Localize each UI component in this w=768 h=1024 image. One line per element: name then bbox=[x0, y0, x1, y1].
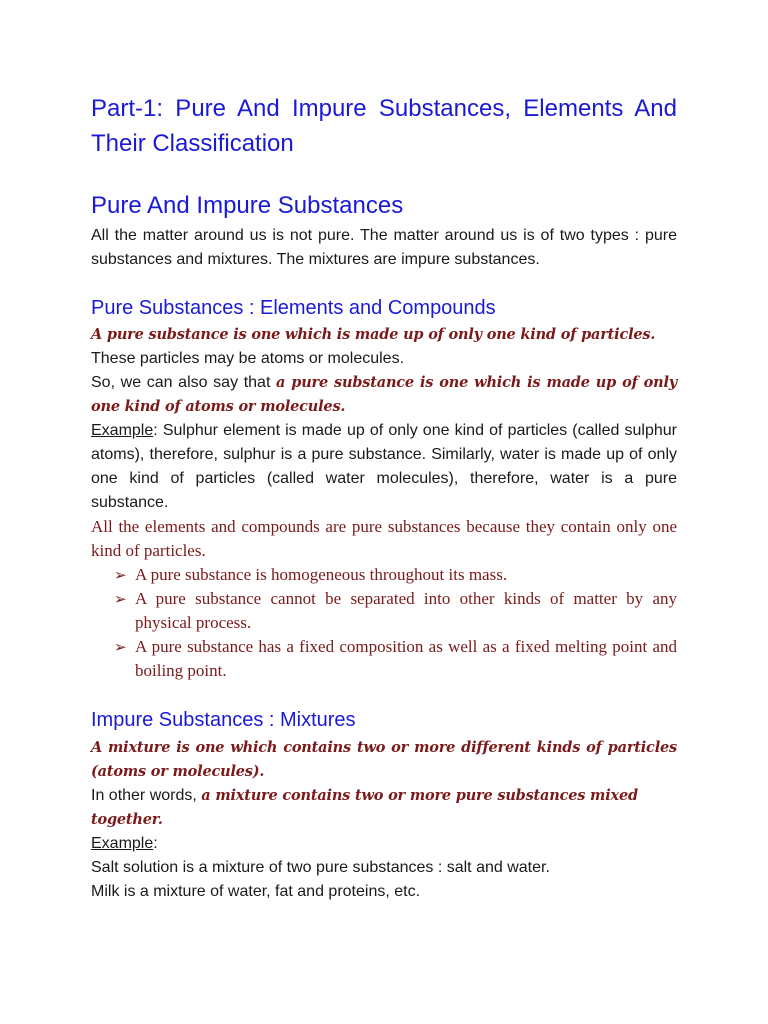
example-text: : Sulphur element is made up of only one kind of particles (called sulphur atoms), therefore, sulphur is a pure substance. Similarly, water is made up of only one kind of particles (called water molecules), therefore, water is a pure substance. bbox=[91, 422, 677, 511]
section-heading-pure-impure: Pure And Impure Substances bbox=[91, 192, 404, 219]
example-colon: : bbox=[153, 835, 158, 852]
document-title: Part-1: Pure And Impure Substances, Elements And Their Classification bbox=[91, 95, 677, 157]
property-text: A pure substance is homogeneous throughout its mass. bbox=[135, 565, 508, 584]
restated-prefix: So, we can also say that bbox=[91, 374, 277, 391]
arrow-bullet-icon: ➢ bbox=[114, 590, 127, 608]
property-item bbox=[114, 563, 677, 587]
restated-emphasis: a pure substance is one which is made up of only one kind of atoms or molecules. bbox=[91, 374, 677, 415]
mixture-restated bbox=[91, 784, 677, 832]
example-label: Example bbox=[91, 835, 154, 852]
document-body bbox=[91, 91, 677, 904]
section-heading-mixtures: Impure Substances : Mixtures bbox=[91, 709, 356, 731]
sulphur-example bbox=[91, 419, 677, 515]
property-item bbox=[114, 635, 677, 683]
arrow-bullet-icon: ➢ bbox=[114, 566, 127, 584]
pure-substance-definition: A pure substance is one which is made up of only one kind of particles. bbox=[91, 326, 656, 343]
mixture-restated-prefix: In other words, bbox=[91, 787, 202, 804]
mixture-example-heading bbox=[91, 832, 677, 856]
milk-example: Milk is a mixture of water, fat and proteins, etc. bbox=[91, 883, 421, 900]
section-heading-pure-substances: Pure Substances : Elements and Compounds bbox=[91, 297, 496, 319]
pure-substance-properties bbox=[91, 563, 677, 683]
arrow-bullet-icon: ➢ bbox=[114, 638, 127, 656]
property-text: A pure substance cannot be separated into other kinds of matter by any physical process. bbox=[135, 589, 677, 632]
mixture-definition: A mixture is one which contains two or more different kinds of particles (atoms or molecules). bbox=[91, 739, 677, 780]
particles-line: These particles may be atoms or molecules. bbox=[91, 350, 405, 367]
example-label: Example bbox=[91, 422, 154, 439]
property-text: A pure substance has a fixed composition as well as a fixed melting point and boiling point. bbox=[135, 637, 677, 680]
salt-solution-example: Salt solution is a mixture of two pure substances : salt and water. bbox=[91, 859, 550, 876]
section-intro-paragraph: All the matter around us is not pure. The matter around us is of two types : pure substances and mixtures. The mixtures are impure substances. bbox=[91, 227, 677, 268]
elements-compounds-paragraph: All the elements and compounds are pure substances because they contain only one kind of particles. bbox=[91, 517, 677, 560]
restated-definition bbox=[91, 371, 677, 419]
mixture-restated-emphasis: a mixture contains two or more pure substances mixed together. bbox=[91, 787, 638, 828]
property-item bbox=[114, 587, 677, 635]
